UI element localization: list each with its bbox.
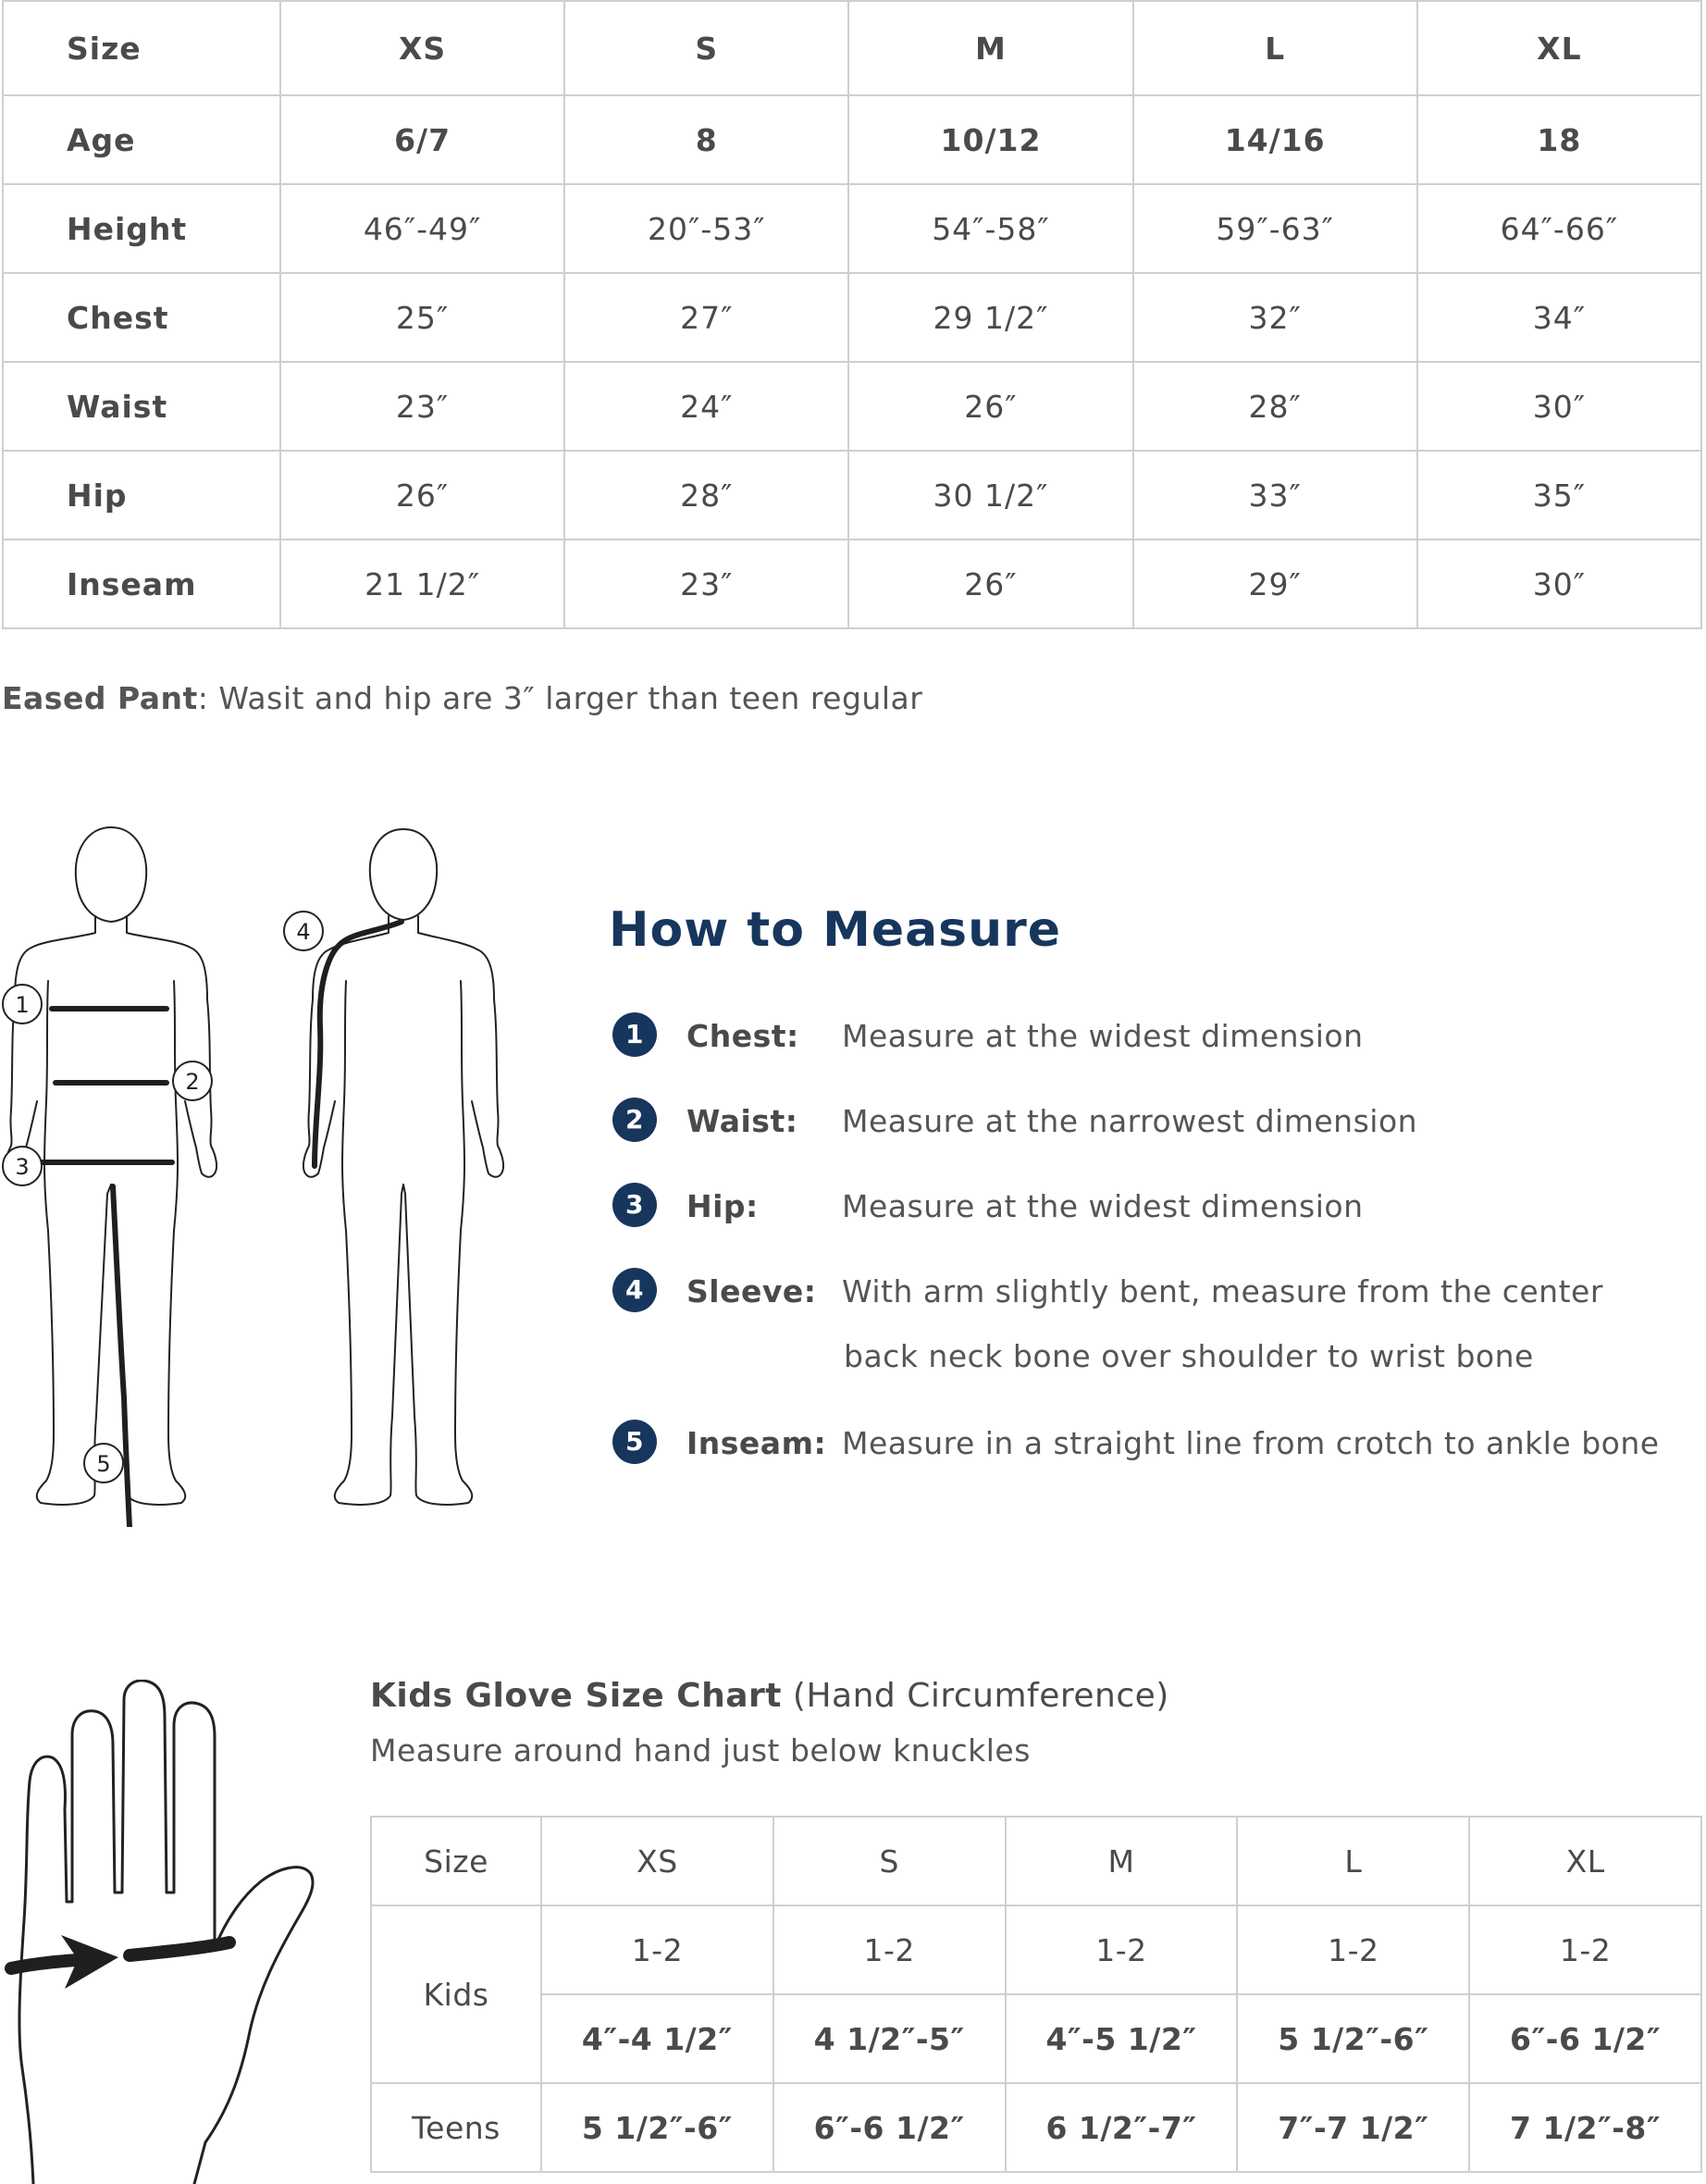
table-cell: 1-2 xyxy=(541,1905,773,1994)
size-cell: XL xyxy=(1417,1,1701,95)
table-cell: 30″ xyxy=(1417,540,1701,628)
table-cell: 4 1/2″-5″ xyxy=(773,1994,1006,2083)
how-to-measure-title: How to Measure xyxy=(609,902,1062,958)
step-label: Chest: xyxy=(686,1018,799,1054)
glove-title-suffix: (Hand Circumference) xyxy=(781,1677,1169,1715)
table-cell: 1-2 xyxy=(1469,1905,1701,1994)
marker-2: 2 xyxy=(185,1069,200,1095)
marker-4: 4 xyxy=(296,919,311,945)
teens-size-row xyxy=(371,2083,1701,2172)
waist-row xyxy=(3,362,1701,451)
row-label: Waist xyxy=(3,362,280,451)
inseam-row xyxy=(3,540,1701,628)
hand-outline xyxy=(19,1681,313,2184)
step-description: With arm slightly bent, measure from the center xyxy=(842,1273,1603,1309)
table-cell: 34″ xyxy=(1417,273,1701,362)
step-label: Hip: xyxy=(686,1188,759,1224)
table-cell: 23″ xyxy=(564,540,848,628)
back-body-outline xyxy=(303,829,503,1505)
table-cell: 1-2 xyxy=(773,1905,1006,1994)
row-label: Age xyxy=(3,95,280,184)
table-cell: 54″-58″ xyxy=(848,184,1132,273)
table-cell: 27″ xyxy=(564,273,848,362)
step-number-badge: 4 xyxy=(612,1268,657,1312)
table-cell: 18 xyxy=(1417,95,1701,184)
step-label: Waist: xyxy=(686,1103,798,1139)
table-cell: 23″ xyxy=(280,362,564,451)
size-cell: XS xyxy=(280,1,564,95)
front-body-figure xyxy=(0,824,241,1527)
table-cell: 6″-6 1/2″ xyxy=(1469,1994,1701,2083)
kids-size-row xyxy=(371,1994,1701,2083)
size-cell: M xyxy=(1006,1817,1238,1905)
hip-row xyxy=(3,451,1701,540)
step-label: Sleeve: xyxy=(686,1273,817,1309)
eased-pant-note xyxy=(2,680,922,716)
marker-1: 1 xyxy=(15,992,30,1018)
table-cell: 7″-7 1/2″ xyxy=(1237,2083,1469,2172)
table-cell: 33″ xyxy=(1133,451,1417,540)
table-cell: 4″-4 1/2″ xyxy=(541,1994,773,2083)
row-label: Chest xyxy=(3,273,280,362)
back-body-figure xyxy=(278,824,518,1527)
table-cell: 28″ xyxy=(1133,362,1417,451)
size-cell: L xyxy=(1133,1,1417,95)
table-cell: 26″ xyxy=(848,540,1132,628)
table-cell: 1-2 xyxy=(1237,1905,1469,1994)
marker-3: 3 xyxy=(15,1154,30,1180)
size-chart-table xyxy=(2,0,1702,629)
table-cell: 30 1/2″ xyxy=(848,451,1132,540)
table-cell: 5 1/2″-6″ xyxy=(541,2083,773,2172)
table-cell: 20″-53″ xyxy=(564,184,848,273)
kids-age-row xyxy=(371,1905,1701,1994)
table-cell: 28″ xyxy=(564,451,848,540)
row-label: Hip xyxy=(3,451,280,540)
glove-chart-title xyxy=(370,1677,1169,1715)
size-cell: L xyxy=(1237,1817,1469,1905)
table-cell: 26″ xyxy=(848,362,1132,451)
table-cell: 24″ xyxy=(564,362,848,451)
table-cell: 14/16 xyxy=(1133,95,1417,184)
step-description: Measure in a straight line from crotch to ankle bone xyxy=(842,1425,1660,1461)
height-row xyxy=(3,184,1701,273)
step-number-badge: 3 xyxy=(612,1183,657,1227)
size-header-row xyxy=(3,1,1701,95)
table-cell: 5 1/2″-6″ xyxy=(1237,1994,1469,2083)
sleeve-marker xyxy=(284,912,323,950)
marker-5: 5 xyxy=(96,1451,111,1477)
size-cell: M xyxy=(848,1,1132,95)
step-description: Measure at the widest dimension xyxy=(842,1018,1364,1054)
row-label: Kids xyxy=(371,1905,541,2083)
size-cell: XL xyxy=(1469,1817,1701,1905)
glove-size-table xyxy=(370,1816,1702,2173)
size-cell: XS xyxy=(541,1817,773,1905)
table-cell: 46″-49″ xyxy=(280,184,564,273)
row-label: Teens xyxy=(371,2083,541,2172)
size-cell: S xyxy=(564,1,848,95)
glove-header-row xyxy=(371,1817,1701,1905)
row-label: Size xyxy=(3,1,280,95)
row-label: Size xyxy=(371,1817,541,1905)
table-cell: 6 1/2″-7″ xyxy=(1006,2083,1238,2172)
table-cell: 35″ xyxy=(1417,451,1701,540)
eased-pant-label: Eased Pant xyxy=(2,680,198,716)
table-cell: 6/7 xyxy=(280,95,564,184)
table-cell: 6″-6 1/2″ xyxy=(773,2083,1006,2172)
table-cell: 64″-66″ xyxy=(1417,184,1701,273)
table-cell: 25″ xyxy=(280,273,564,362)
row-label: Inseam xyxy=(3,540,280,628)
table-cell: 7 1/2″-8″ xyxy=(1469,2083,1701,2172)
table-cell: 29 1/2″ xyxy=(848,273,1132,362)
step-description: Measure at the narrowest dimension xyxy=(842,1103,1418,1139)
table-cell: 32″ xyxy=(1133,273,1417,362)
step-number-badge: 1 xyxy=(612,1012,657,1057)
hand-figure xyxy=(0,1680,333,2184)
row-label: Height xyxy=(3,184,280,273)
step-description-continued: back neck bone over shoulder to wrist bone xyxy=(844,1338,1534,1374)
step-label: Inseam: xyxy=(686,1425,827,1461)
step-number-badge: 5 xyxy=(612,1420,657,1464)
table-cell: 30″ xyxy=(1417,362,1701,451)
table-cell: 59″-63″ xyxy=(1133,184,1417,273)
glove-title-bold: Kids Glove Size Chart xyxy=(370,1677,782,1715)
table-cell: 10/12 xyxy=(848,95,1132,184)
chest-row xyxy=(3,273,1701,362)
step-number-badge: 2 xyxy=(612,1098,657,1142)
eased-pant-text: : Wasit and hip are 3″ larger than teen regular xyxy=(197,680,923,716)
glove-chart-subtitle: Measure around hand just below knuckles xyxy=(370,1732,1031,1768)
size-cell: S xyxy=(773,1817,1006,1905)
table-cell: 8 xyxy=(564,95,848,184)
table-cell: 21 1/2″ xyxy=(280,540,564,628)
hand-measure-line-right xyxy=(130,1942,229,1955)
table-cell: 29″ xyxy=(1133,540,1417,628)
figure-markers xyxy=(3,985,212,1483)
table-cell: 4″-5 1/2″ xyxy=(1006,1994,1238,2083)
table-cell: 26″ xyxy=(280,451,564,540)
table-cell: 1-2 xyxy=(1006,1905,1238,1994)
age-row xyxy=(3,95,1701,184)
step-description: Measure at the widest dimension xyxy=(842,1188,1364,1224)
